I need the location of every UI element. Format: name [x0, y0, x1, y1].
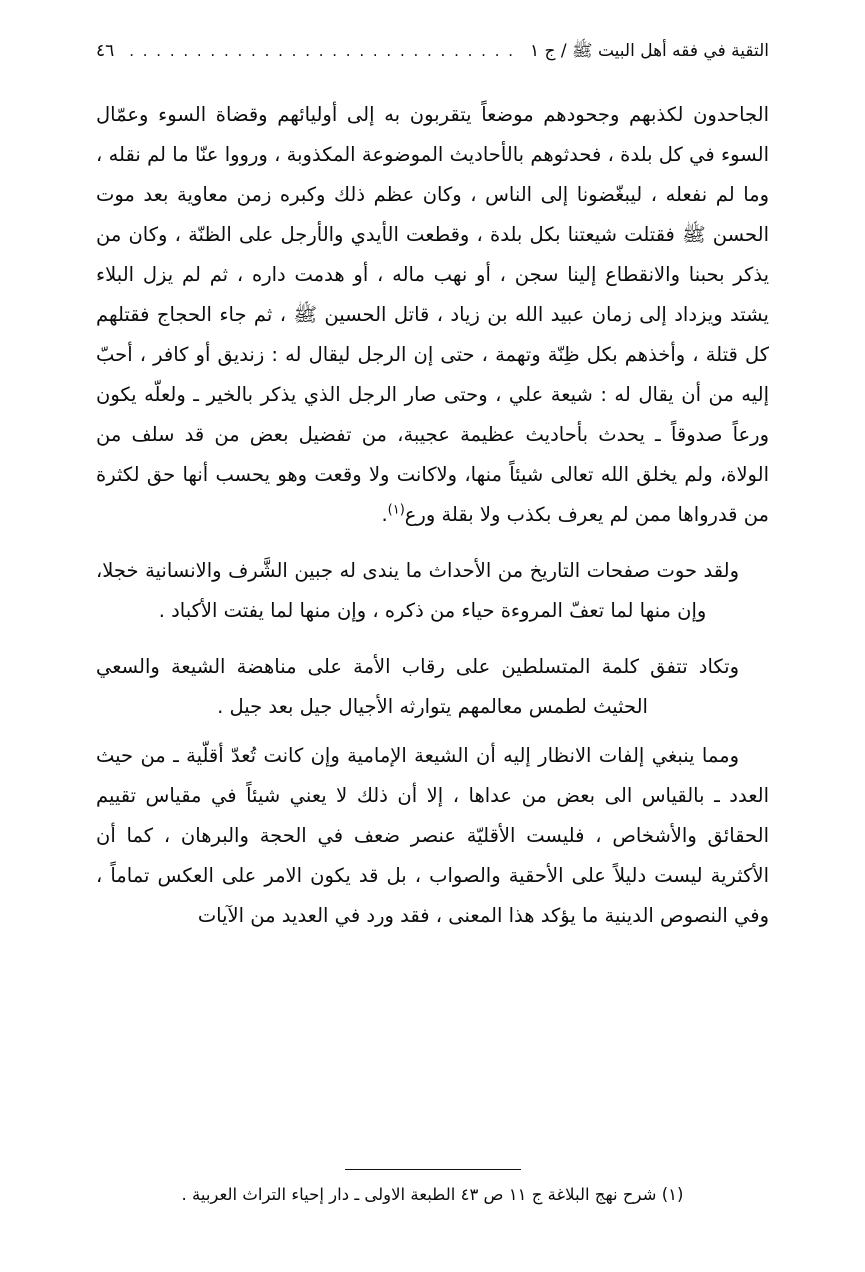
- paragraph-3-text: وتكاد تتفق كلمة المتسلطين على رقاب الأمة على مناهضة الشيعة والسعي الحثيث لطمس معالمهم يتوارثه الأجيال جيل بعد جيل .: [96, 654, 739, 718]
- paragraph-1-trailing: .: [381, 502, 388, 526]
- footnote-marker: (١): [661, 1185, 684, 1205]
- paragraph-2-text: ولقد حوت صفحات التاريخ من الأحداث ما يندى له جبين الشَّرف والانسانية خجلا، وإن منها لما تعفّ المروءة حياء من ذكره ، وإن منها لما يفتت الأكباد .: [96, 558, 739, 622]
- paragraph-4-text: ومما ينبغي إلفات الانظار إليه أن الشيعة الإمامية وإن كانت تُعدّ أقلّية ـ من حيث العدد ـ بالقياس الى بعض من عداها ، إلا أن ذلك لا يعني شيئاً في مقياس تقييم الحقائق والأشخاص ، فليست الأقليّة عنصر ضعف في الحجة والبرهان ، كما أن الأكثرية ليست دليلاً على الأحقية والصواب ، بل قد يكون الامر على العكس تماماً ، وفي النصوص الدينية ما يؤكد هذا المعنى ، فقد ورد في العديد من الآيات: [96, 743, 769, 927]
- page-number: ٤٦: [96, 41, 115, 61]
- paragraph-2: [96, 551, 769, 631]
- body-text: [96, 95, 769, 935]
- footnote-text: شرح نهج البلاغة ج ١١ ص ٤٣ الطبعة الاولى ـ دار إحياء التراث العربية .: [181, 1185, 657, 1205]
- paragraph-spacer: [96, 631, 769, 647]
- paragraph-1: [96, 95, 769, 535]
- header-leader-dots: . . . . . . . . . . . . . . . . . . . . . . . . . . . . .: [129, 42, 515, 60]
- footnote-marker-1: (١): [387, 502, 405, 518]
- paragraph-1-text: الجاحدون لكذبهم وجحودهم موضعاً يتقربون به إلى أوليائهم وقضاة السوء وعمّال السوء في كل بلدة ، فحدثوهم بالأحاديث الموضوعة المكذوبة ، ورووا عنّا ما لم نقله ، وما لم نفعله ، ليبغّضونا إلى الناس ، وكان عظم ذلك وكبره زمن معاوية بعد موت الحسن ﷺ فقتلت شيعتنا بكل بلدة ، وقطعت الأيدي والأرجل على الظنّة ، وكان من يذكر بحبنا والانقطاع إلينا سجن ، أو نهب ماله ، أو هدمت داره ، ثم لم يزل البلاء يشتد ويزداد إلى زمان عبيد الله بن زياد ، قاتل الحسين ﷺ ، ثم جاء الحجاج فقتلهم كل قتلة ، وأخذهم بكل ظِنّة وتهمة ، حتى إن الرجل ليقال له : زنديق أو كافر ، أحبّ إليه من أن يقال له : شيعة علي ، وحتى صار الرجل الذي يذكر بالخير ـ ولعلّه يكون ورعاً صدوقاً ـ يحدث بأحاديث عظيمة عجيبة، من تفضيل بعض من قد سلف من الولاة، ولم يخلق الله تعالى شيئاً منها، ولاكانت ولا وقعت وهو يحسب أنها حق لكثرة من قدرواها ممن لم يعرف بكذب ولا بقلة ورع: [96, 103, 769, 526]
- header-title: التقية في فقه أهل البيت ﷺ / ج ١: [529, 41, 769, 61]
- paragraph-spacer: [96, 535, 769, 551]
- paragraph-spacer: [96, 727, 769, 736]
- page-header: [96, 38, 769, 65]
- footnote-item: [96, 1180, 769, 1210]
- footnote-area: [96, 1169, 769, 1210]
- paragraph-3: [96, 647, 769, 727]
- paragraph-4: [96, 736, 769, 936]
- footnote-separator: [345, 1169, 521, 1170]
